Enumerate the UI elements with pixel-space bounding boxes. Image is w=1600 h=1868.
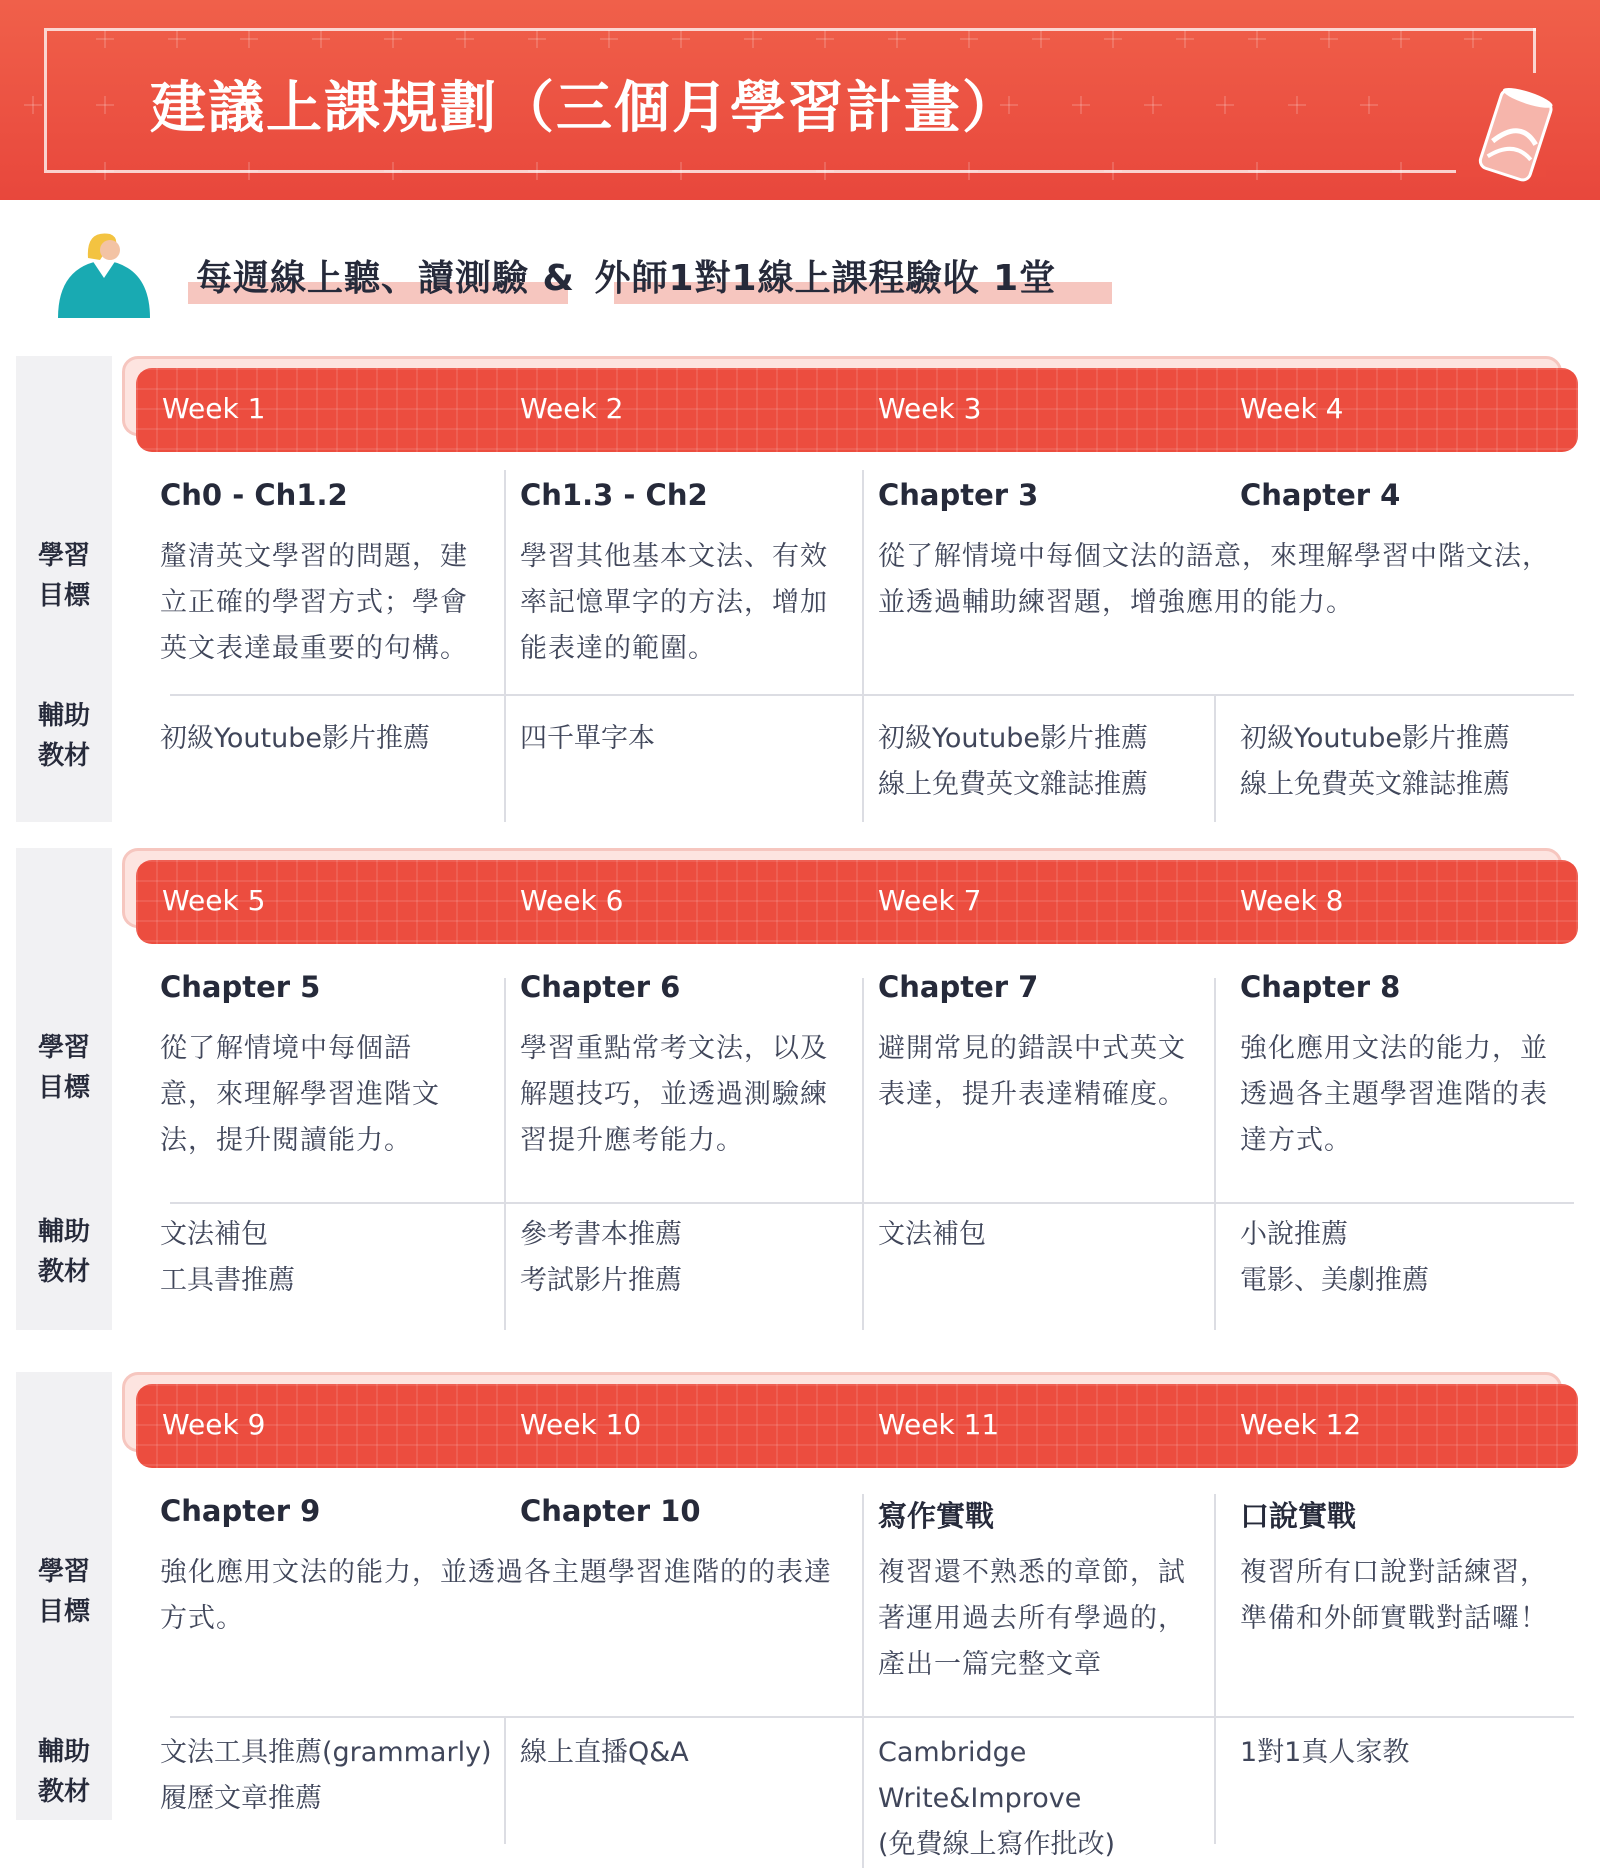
material-item: 四千單字本 (520, 723, 655, 754)
goal-label: 學習 目標 (37, 1033, 90, 1103)
material-item: 文法補包 (160, 1219, 268, 1250)
goal-text: 複習所有口說對話練習，準備和外師實戰對話囉！ (1240, 1557, 1548, 1634)
week-label: Week 10 (520, 1408, 642, 1441)
week-label: Week 11 (878, 1408, 1000, 1441)
material-label: 輔助 教材 (37, 1737, 90, 1807)
week-bar (136, 860, 1578, 944)
week-label: Week 6 (520, 884, 624, 917)
week-label: Week 2 (520, 392, 624, 425)
material-item: 初級Youtube影片推薦 (1240, 723, 1510, 754)
goal-text: 強化應用文法的能力，並透過各主題學習進階的的表達方式。 (160, 1557, 832, 1634)
goal-label: 學習 目標 (37, 1557, 90, 1627)
material-item: Cambridge (878, 1737, 1027, 1768)
chapter-title: Chapter 9 (160, 1494, 321, 1528)
goal-text: 避開常見的錯誤中式英文表達，提升表達精確度。 (878, 1033, 1186, 1110)
material-item: 履歷文章推薦 (160, 1783, 322, 1814)
material-item: 初級Youtube影片推薦 (878, 723, 1148, 754)
chapter-title: Chapter 8 (1240, 970, 1401, 1004)
teacher-avatar-icon (54, 230, 154, 318)
week-label: Week 12 (1240, 1408, 1362, 1441)
material-label: 輔助 教材 (37, 701, 90, 771)
goal-text: 從了解情境中每個文法的語意，來理解學習中階文法，並透過輔助練習題，增強應用的能力。 (878, 541, 1550, 618)
header-banner (0, 0, 1600, 200)
material-item: 參考書本推薦 (520, 1219, 682, 1250)
chapter-title: Ch1.3 - Ch2 (520, 478, 708, 512)
material-item: 考試影片推薦 (520, 1265, 682, 1296)
week-label: Week 4 (1240, 392, 1344, 425)
material-item: 線上免費英文雜誌推薦 (1240, 769, 1510, 800)
subtitle (196, 250, 1056, 301)
material-item: 電影、美劇推薦 (1240, 1265, 1429, 1296)
subtitle-part-1: 每週線上聽、讀測驗 & (196, 258, 575, 299)
week-label: Week 3 (878, 392, 982, 425)
page-title: 建議上課規劃（三個月學習計畫） (150, 76, 1020, 141)
week-label: Week 5 (162, 884, 266, 917)
material-item: 小說推薦 (1240, 1219, 1348, 1250)
week-label: Week 9 (162, 1408, 266, 1441)
goal-text: 從了解情境中每個語意，來理解學習進階文法，提升閱讀能力。 (160, 1033, 440, 1156)
week-label: Week 7 (878, 884, 982, 917)
chapter-title: Chapter 5 (160, 970, 321, 1004)
chapter-title: Chapter 10 (520, 1494, 701, 1528)
material-item: 文法補包 (878, 1219, 986, 1250)
goal-text: 釐清英文學習的問題，建立正確的學習方式；學會英文表達最重要的句構。 (160, 541, 468, 664)
chapter-title: 寫作實戰 (878, 1499, 995, 1533)
goal-text: 學習其他基本文法、有效率記憶單字的方法，增加能表達的範圍。 (520, 541, 828, 664)
goal-label: 學習 目標 (37, 541, 90, 611)
week-bar (136, 368, 1578, 452)
material-item: 線上直播Q&A (520, 1737, 689, 1768)
week-label: Week 8 (1240, 884, 1344, 917)
chapter-title: Chapter 6 (520, 970, 681, 1004)
chapter-title: Ch0 - Ch1.2 (160, 478, 348, 512)
material-item: 線上免費英文雜誌推薦 (878, 769, 1148, 800)
material-item: 1對1真人家教 (1240, 1737, 1410, 1768)
chapter-title: Chapter 7 (878, 970, 1039, 1004)
goal-text: 學習重點常考文法，以及解題技巧，並透過測驗練習提升應考能力。 (520, 1033, 828, 1156)
chapter-title: Chapter 3 (878, 478, 1039, 512)
subtitle-part-2: 外師1對1線上課程驗收 1堂 (594, 258, 1057, 299)
material-item: 工具書推薦 (160, 1265, 295, 1296)
material-label: 輔助 教材 (37, 1217, 90, 1287)
week-label: Week 1 (162, 392, 266, 425)
material-item: (免費線上寫作批改) (878, 1829, 1116, 1860)
material-item: 文法工具推薦(grammarly) (160, 1737, 492, 1768)
material-item: Write&Improve (878, 1783, 1082, 1814)
material-item: 初級Youtube影片推薦 (160, 723, 430, 754)
week-bar (136, 1384, 1578, 1468)
goal-text: 複習還不熟悉的章節，試著運用過去所有學過的，產出一篇完整文章 (878, 1557, 1186, 1680)
chapter-title: 口說實戰 (1240, 1499, 1357, 1533)
chapter-title: Chapter 4 (1240, 478, 1401, 512)
goal-text: 強化應用文法的能力，並透過各主題學習進階的表達方式。 (1240, 1033, 1548, 1156)
